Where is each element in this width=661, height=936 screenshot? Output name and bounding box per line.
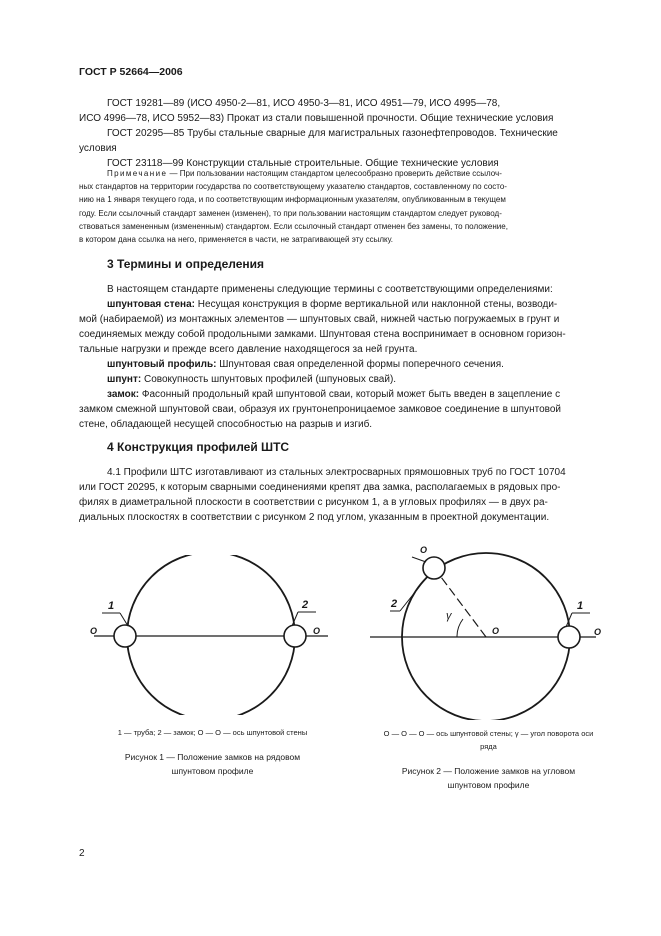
document-code: ГОСТ Р 52664—2006 — [79, 66, 183, 78]
section-4-title: 4 Конструкция профилей ШТС — [107, 440, 290, 454]
pipe-circle — [127, 555, 295, 715]
label-2: 2 — [391, 598, 398, 610]
label-2: 2 — [302, 599, 309, 611]
page-number: 2 — [79, 848, 85, 859]
term-sheet-pile-wall: шпунтовая стена: — [107, 299, 195, 310]
note-line: году. Если ссылочный стандарт заменен (изменен), то при пользовании настоящим стандартом следует руковод- — [79, 208, 502, 218]
note-line: Примечание — При пользовании настоящим стандартом целесообразно проверить действие ссылоч- — [107, 169, 502, 178]
lock-left-circle — [114, 625, 136, 647]
note-line: ствоваться замененным (измененным) стандартом. Если ссылочный стандарт отменен без замены, то положение, — [79, 221, 508, 231]
label-1: 1 — [108, 600, 115, 612]
reference-line: ГОСТ 23118—99 Конструкции стальные строительные. Общие технические условия — [107, 158, 499, 169]
lock-right-circle — [284, 625, 306, 647]
note-block — [79, 167, 614, 246]
leader-line-1-diag — [120, 613, 128, 626]
top-lock-label-line — [412, 557, 426, 562]
label-o-right: O — [594, 627, 602, 637]
label-gamma: γ — [446, 610, 452, 622]
label-o-center: O — [492, 626, 500, 636]
figure-1-legend: 1 — труба; 2 — замок; O — O — ось шпунтовой стены — [117, 728, 308, 737]
section-3-body: В настоящем стандарте применены следующие термины с соответствующими определениями: шпунтовая стена: Несущая конструкция в форме вертикальной или наклонной стены, возводи- мой (набираемой) из монтажных элементов — шпунтовых свай, нижней частью погружаемых в грунт и соединяемых между собой продольными замками. Шпунтовая стена воспринимает в основном горизон- тальные нагрузки и прежде всего давление находящегося за ней грунта. шпунтовый профиль: Шпунтовая свая определенной формы поперечного сечения. шпунт: Совокупность шпунтовых профилей (шпуновых свай). замок: Фасонный продольный край шпунтовой сваи, который может быть введен в зацепление с замком смежной шпунтовой сваи, образуя их грунтонепроницаемое замковое соединение в шпунтовой стене, обладающей несущей способностью на разрыв и изгиб. — [79, 284, 566, 430]
section-3-title: 3 Термины и определения — [107, 257, 265, 271]
figure-2-diagram — [360, 535, 625, 720]
reference-line: ИСО 4996—78, ИСО 5952—83) Прокат из стали повышенной прочности. Общие технические условия — [79, 113, 554, 124]
figure-1-caption: Рисунок 1 — Положение замков на рядовом шпунтовом профиле — [124, 752, 301, 776]
reference-line: ГОСТ 20295—85 Трубы стальные сварные для магистральных газонефтепроводов. Технические — [107, 128, 558, 139]
term-lock: замок: — [107, 389, 140, 400]
note-line: ных стандартов на территории государства по соответствующему указателю стандартов, составленному по состо- — [79, 182, 507, 192]
label-o-right: O — [313, 626, 321, 636]
term-sheet-pile: шпунт: — [107, 374, 142, 385]
reference-line: условия — [79, 143, 117, 154]
figure-2-caption: Рисунок 2 — Положение замков на угловом шпунтовом профиле — [401, 766, 576, 790]
note-line: нию на 1 января текущего года, и по соответствующим информационным указателям, опубликованным в текущем — [79, 195, 506, 205]
angle-gamma-arc — [457, 619, 463, 637]
label-1: 1 — [577, 600, 584, 612]
term-sheet-pile-profile: шпунтовый профиль: — [107, 359, 217, 370]
lock-right-circle — [558, 626, 580, 648]
reference-line: ГОСТ 19281—89 (ИСО 4950-2—81, ИСО 4950-3—81, ИСО 4951—79, ИСО 4995—78, — [107, 98, 501, 109]
note-label: Примечание — [107, 169, 168, 178]
label-o-top: O — [420, 545, 428, 555]
figure-2-legend: O — O — O — ось шпунтовой стены; γ — угол поворота оси ряда — [383, 729, 594, 751]
label-o-left: O — [90, 626, 98, 636]
lock-top-circle — [423, 557, 445, 579]
section-4-body: 4.1 Профили ШТС изготавливают из стальных электросварных прямошовных труб по ГОСТ 10704 или ГОСТ 20295, к которым сварными соединениями крепят два замка, располагаемых в рядовых про- филях в диаметральной плоскости в соответствии с рисунком 1, а в угловых профилях — в двух ра- диальных плоскостях в соответствии с рисунком 2 под углом, указанным в проектной документации. — [79, 467, 566, 523]
note-line: в котором дана ссылка на него, применяется в части, не затрагивающей эту ссылку. — [79, 235, 394, 245]
figure-1-diagram — [80, 555, 340, 715]
leader-line-2-diag — [400, 577, 427, 611]
